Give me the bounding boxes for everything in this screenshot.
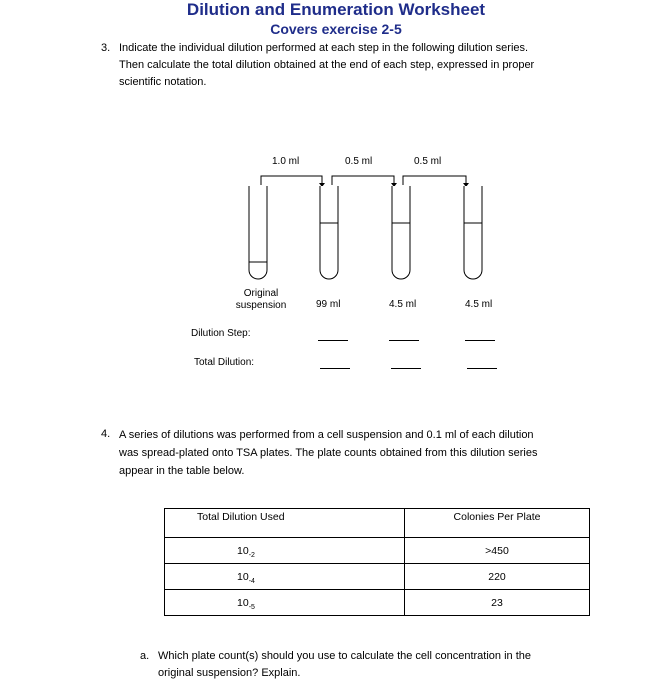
dilution-step-blank-1[interactable]: [318, 340, 348, 341]
original-label-line: suspension: [235, 300, 287, 311]
dilution-step-label: Dilution Step:: [191, 328, 251, 339]
question-4-line: was spread-plated onto TSA plates. The plate counts obtained from this dilution series: [119, 447, 538, 459]
transfer-volume-3: 0.5 ml: [414, 156, 442, 167]
table-row: [165, 538, 590, 564]
sub-question-a-text: [158, 648, 531, 682]
question-3-line: scientific notation.: [119, 76, 207, 88]
dilution-cell: [165, 590, 405, 616]
total-dilution-blank-2[interactable]: [391, 368, 421, 369]
question-4-text: [119, 426, 537, 480]
dilution-base: 10: [237, 596, 249, 609]
transfer-arrow-3: [403, 176, 466, 185]
table-row: [165, 590, 590, 616]
question-4-line: appear in the table below.: [119, 465, 245, 477]
test-tube-original: [249, 186, 267, 279]
dilution-base: 10: [237, 544, 249, 557]
question-3-number: 3.: [101, 42, 111, 54]
colonies-cell: 23: [405, 590, 590, 616]
dilution-exponent: -4: [248, 577, 255, 585]
original-label-line: Original: [243, 288, 279, 299]
sub-question-a-line: Which plate count(s) should you use to calculate the cell concentration in the: [158, 650, 531, 662]
dilution-cell: [165, 564, 405, 590]
dilution-base: 10: [237, 570, 249, 583]
tube-volume-4: 4.5 ml: [465, 299, 493, 310]
sub-question-a-label: a.: [140, 650, 150, 662]
tube-volume-3: 4.5 ml: [389, 299, 417, 310]
dilution-cell: [165, 538, 405, 564]
plate-count-table: [164, 508, 590, 616]
sub-question-a-line: original suspension? Explain.: [158, 667, 301, 679]
table-row: [165, 564, 590, 590]
transfer-volume-1: 1.0 ml: [272, 156, 300, 167]
dilution-exponent: -5: [248, 603, 255, 611]
total-dilution-blank-1[interactable]: [320, 368, 350, 369]
tube-volume-2: 99 ml: [316, 299, 341, 310]
worksheet-subtitle: Covers exercise 2-5: [270, 21, 402, 37]
dilution-step-blank-2[interactable]: [389, 340, 419, 341]
header-colonies: Colonies Per Plate: [405, 509, 590, 538]
question-3-line: Then calculate the total dilution obtained at the end of each step, expressed in proper: [119, 59, 535, 71]
total-dilution-blank-3[interactable]: [467, 368, 497, 369]
transfer-arrow-2: [332, 176, 394, 185]
question-4-number: 4.: [101, 428, 111, 440]
colonies-cell: >450: [405, 538, 590, 564]
test-tube-4: [464, 186, 482, 279]
colonies-cell: 220: [405, 564, 590, 590]
dilution-exponent: -2: [248, 551, 255, 559]
transfer-volume-2: 0.5 ml: [345, 156, 373, 167]
question-4-line: A series of dilutions was performed from a cell suspension and 0.1 ml of each dilution: [119, 429, 534, 441]
test-tube-2: [320, 186, 338, 279]
test-tube-3: [392, 186, 410, 279]
original-suspension-label: [230, 288, 292, 312]
question-3-line: Indicate the individual dilution performed at each step in the following dilution series.: [119, 42, 529, 54]
dilution-step-blank-3[interactable]: [465, 340, 495, 341]
total-dilution-label: Total Dilution:: [194, 357, 255, 368]
worksheet-title: Dilution and Enumeration Worksheet: [186, 0, 486, 19]
transfer-arrow-1: [261, 176, 322, 185]
table-header-row: [165, 509, 590, 538]
header-total-dilution: Total Dilution Used: [165, 509, 405, 538]
